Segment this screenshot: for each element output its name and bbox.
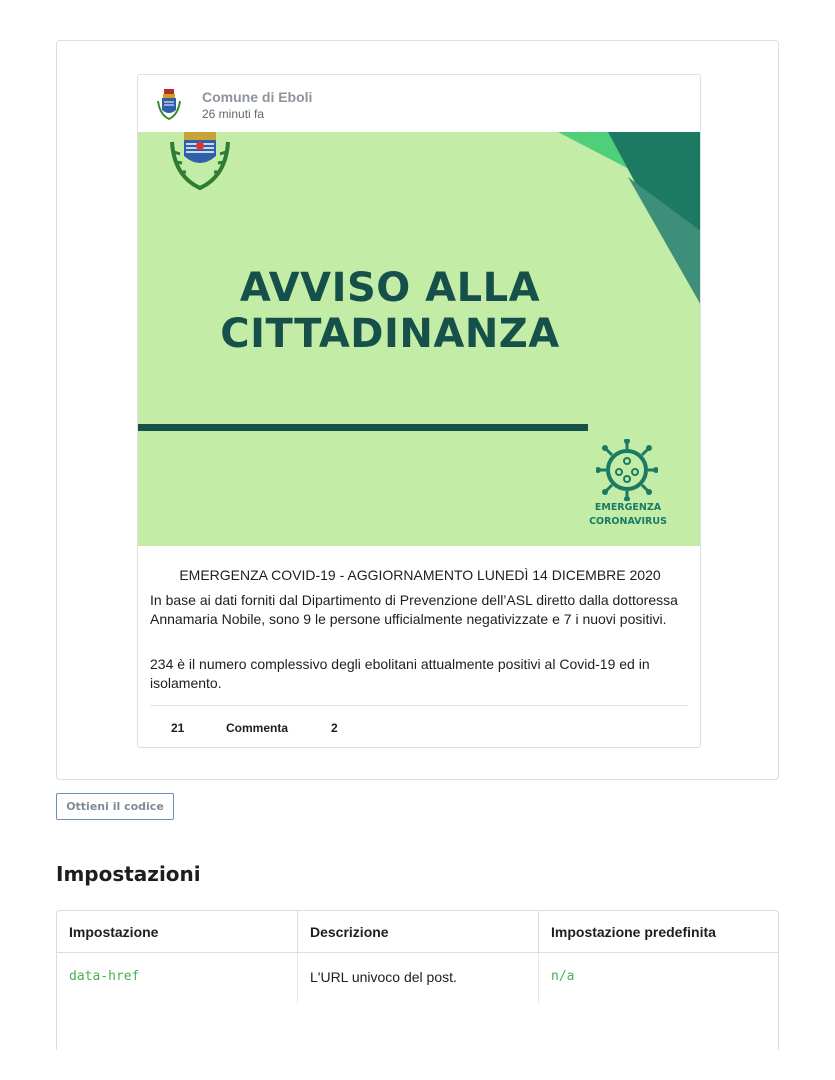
municipality-crest-icon[interactable] xyxy=(154,87,184,123)
settings-section-title: Impostazioni xyxy=(56,862,201,886)
post-paragraph-2: 234 è il numero complessivo degli ebolitani attualmente positivi al Covid-19 ed in isolamento. xyxy=(150,656,650,691)
post-title: EMERGENZA COVID-19 - AGGIORNAMENTO LUNEDÌ 14 DICEMBRE 2020 xyxy=(179,567,661,583)
post-timestamp[interactable]: 26 minuti fa xyxy=(202,107,265,121)
like-count[interactable]: 21 xyxy=(171,721,185,735)
embed-preview-frame xyxy=(56,40,779,780)
column-header-default: Impostazione predefinita xyxy=(539,911,779,953)
headline-underline xyxy=(138,424,588,431)
headline-line-1: AVVISO ALLA xyxy=(239,265,541,311)
headline-line-2: CITTADINANZA xyxy=(220,311,560,357)
facebook-post xyxy=(137,74,701,748)
settings-table xyxy=(56,910,779,1050)
table-cell-default: n/a xyxy=(551,969,575,984)
page-name-link[interactable]: Comune di Eboli xyxy=(202,89,313,105)
column-header-setting: Impostazione xyxy=(57,911,298,953)
emergency-label xyxy=(578,501,678,529)
post-paragraph-1: In base ai dati forniti dal Dipartimento di Prevenzione dell’ASL diretto dalla dottoressa Annamaria Nobile, sono 9 le persone ufficialmente negativizzate e 7 i nuovi positivi. xyxy=(150,592,678,627)
get-code-button[interactable]: Ottieni il codice xyxy=(56,793,174,820)
crest-icon xyxy=(164,132,236,194)
share-count[interactable]: 2 xyxy=(331,721,338,735)
comment-button[interactable]: Commenta xyxy=(226,721,289,735)
table-cell-setting: data-href xyxy=(57,953,298,1003)
headline xyxy=(138,265,701,357)
coronavirus-icon xyxy=(596,439,658,501)
post-header xyxy=(138,75,701,132)
post-image[interactable] xyxy=(138,132,701,546)
emergency-label-line-1: EMERGENZA xyxy=(594,502,662,513)
emergency-label-line-2: CORONAVIRUS xyxy=(589,516,667,527)
table-cell-description: L'URL univoco del post. xyxy=(298,953,539,1003)
post-divider xyxy=(150,705,688,706)
column-header-description: Descrizione xyxy=(298,911,539,953)
